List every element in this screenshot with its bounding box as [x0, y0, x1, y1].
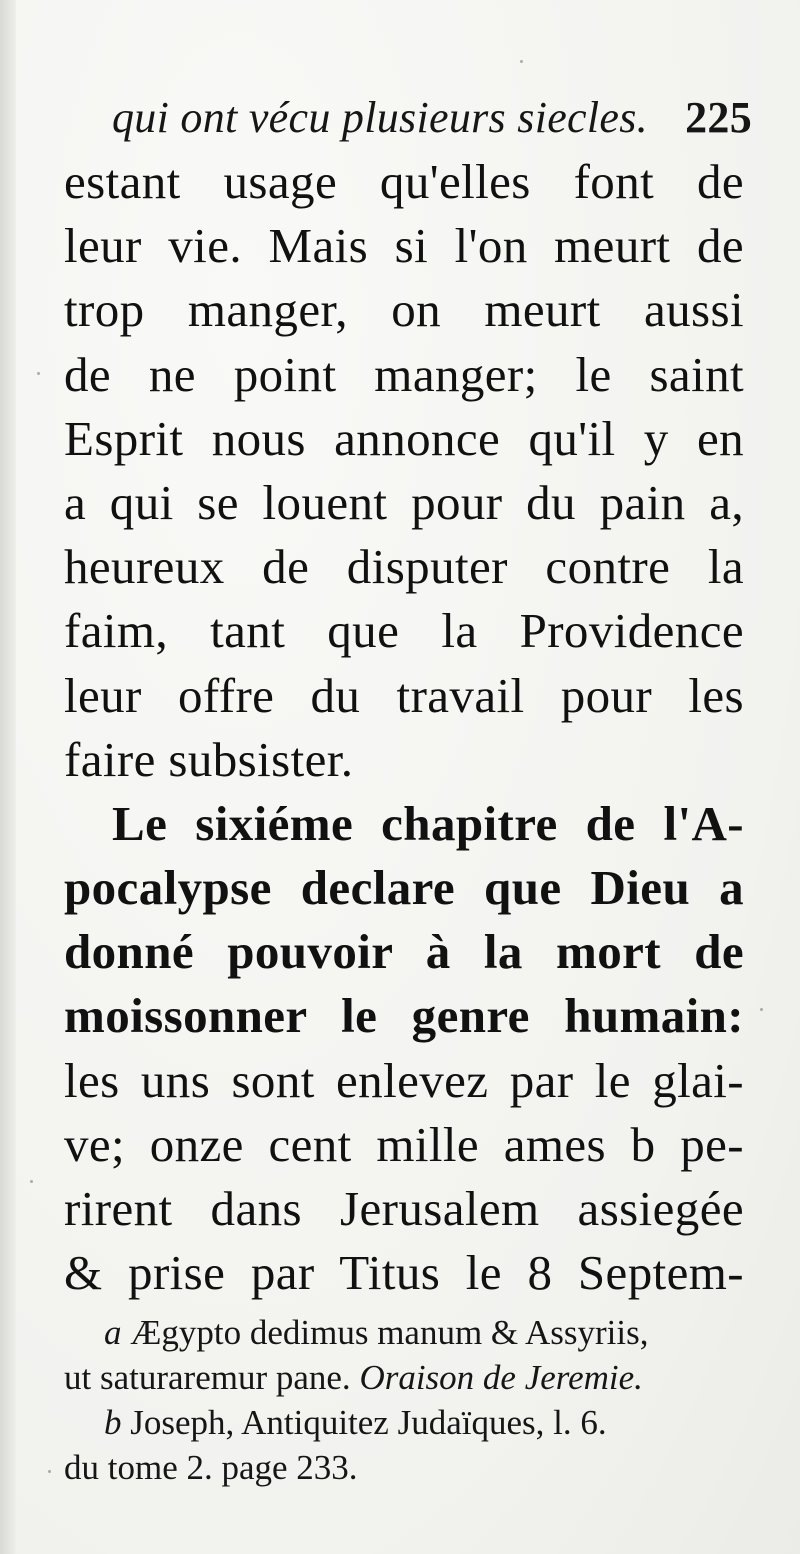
ink-speck: [48, 1470, 51, 1473]
text-line: rirent dans Jerusalem assiegée: [64, 1181, 744, 1236]
ink-speck: [760, 1008, 763, 1011]
footnote-b-line1: [64, 1400, 754, 1445]
text-line: moissonner le genre humain:: [64, 988, 744, 1044]
footnote-text: Joseph, Antiquitez Judaïques, l. 6.: [130, 1403, 607, 1442]
text-line: faire subsister.: [64, 731, 354, 787]
text-line: de ne point manger; le saint: [64, 346, 744, 402]
footnote-source: Oraison de Jeremie.: [359, 1358, 643, 1397]
text-line: pocalypse declare que Dieu a: [64, 860, 744, 916]
footnote-text: Ægypto dedimus manum & Assyriis,: [130, 1313, 649, 1352]
page-number: 225: [685, 93, 752, 142]
text-line: faim, tant que la Providence: [64, 603, 744, 659]
footnote-a-line1: [64, 1310, 754, 1355]
text-line: leur vie. Mais si l'on meurt de: [64, 218, 744, 274]
text-line: estant usage qu'elles font de: [64, 154, 744, 209]
running-header: [112, 92, 752, 152]
footnote-marker: b: [104, 1403, 122, 1442]
text-line: trop manger, on meurt aussi: [64, 282, 744, 338]
footnote-marker: a: [104, 1313, 122, 1352]
text-line: donné pouvoir à la mort de: [64, 924, 744, 980]
footnote-text: ut saturaremur pane.: [64, 1358, 351, 1397]
ink-speck: [520, 60, 523, 63]
footnote-a-line2: [64, 1355, 754, 1400]
page-edge-shadow: [0, 0, 16, 1554]
text-line: a qui se louent pour du pain a,: [64, 474, 744, 530]
text-line: Esprit nous annonce qu'il y en: [64, 410, 744, 466]
paragraph-start-line: Le sixiéme chapitre de l'A-: [112, 795, 744, 851]
text-line: leur offre du travail pour les: [64, 667, 744, 723]
footnotes: [64, 1310, 754, 1490]
running-title: qui ont vécu plusieurs siecles.: [112, 93, 648, 142]
text-line: les uns sont enlevez par le glai-: [64, 1052, 744, 1108]
text-line: & prise par Titus le 8 Septem-: [64, 1245, 744, 1301]
ink-speck: [37, 372, 40, 375]
body-text: [64, 150, 744, 1305]
text-line: heureux de disputer contre la: [64, 539, 744, 595]
text-line: ve; onze cent mille ames b pe-: [64, 1116, 744, 1172]
footnote-b-line2: du tome 2. page 233.: [64, 1448, 358, 1487]
ink-speck: [30, 1180, 33, 1183]
